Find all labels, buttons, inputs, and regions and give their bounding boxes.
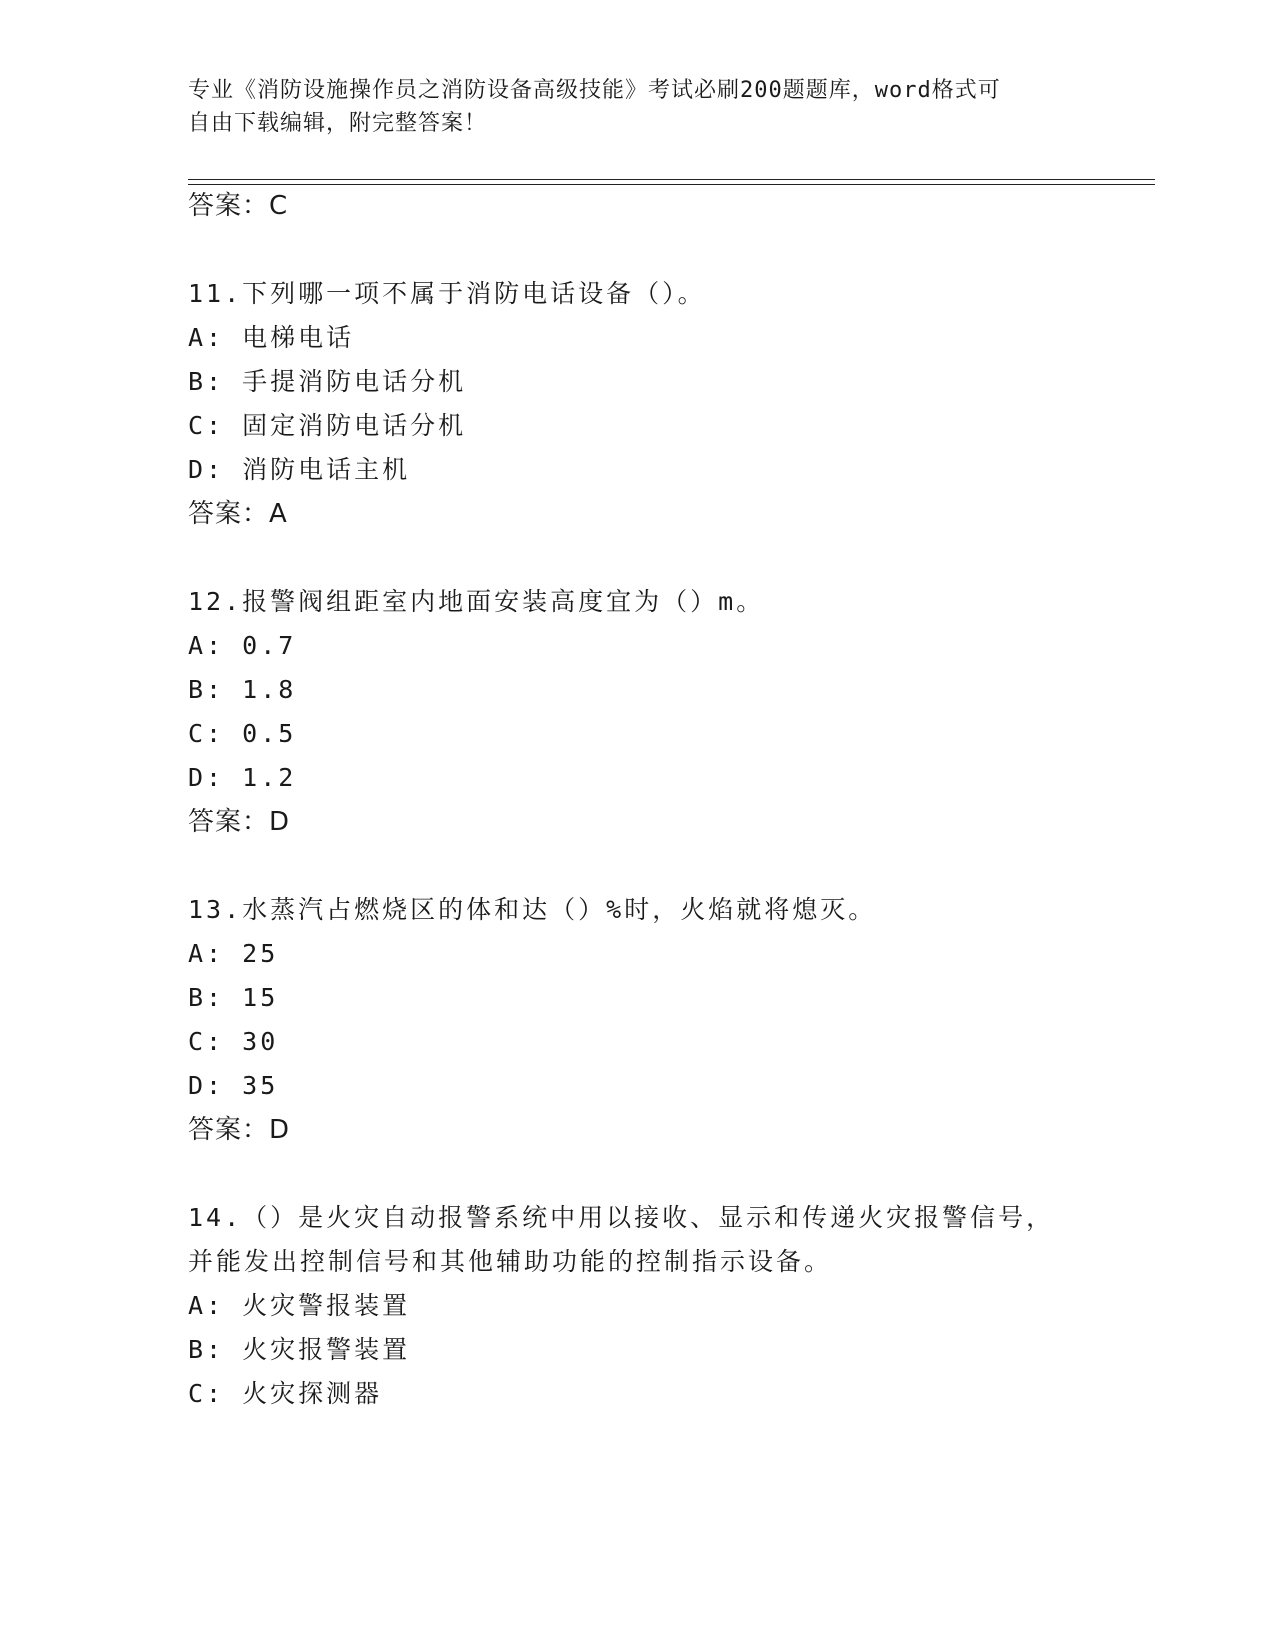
question-11-answer: 答案：A [188,499,288,529]
question-14-stem-line-1: 14.（）是火灾自动报警系统中用以接收、显示和传递火灾报警信号， [188,1203,1055,1232]
question-14-stem-line-2: 并能发出控制信号和其他辅助功能的控制指示设备。 [188,1247,833,1276]
question-11-option-d: D: 消防电话主机 [188,455,411,484]
header-line-1: 专业《消防设施操作员之消防设备高级技能》考试必刷200题题库，word格式可 [188,78,1001,103]
question-12-option-b: B: 1.8 [188,675,297,704]
question-13-option-a: A: 25 [188,939,279,968]
question-11-option-b: B: 手提消防电话分机 [188,367,467,396]
question-12-option-d: D: 1.2 [188,763,297,792]
question-11-option-a: A: 电梯电话 [188,323,355,352]
question-12-option-c: C: 0.5 [188,719,297,748]
header-rule-top [188,179,1155,180]
question-13-option-d: D: 35 [188,1071,279,1100]
header-rule-bottom [188,184,1155,185]
document-header [188,74,1088,140]
question-14-option-b: B: 火灾报警装置 [188,1335,411,1364]
question-13-stem: 13.水蒸汽占燃烧区的体和达（）%时，火焰就将熄灭。 [188,895,877,924]
question-12-option-a: A: 0.7 [188,631,297,660]
question-13-answer: 答案：D [188,1115,291,1145]
question-13-option-c: C: 30 [188,1027,279,1056]
question-11-stem: 11.下列哪一项不属于消防电话设备（）。 [188,279,706,308]
question-11-option-c: C: 固定消防电话分机 [188,411,467,440]
question-14-option-c: C: 火灾探测器 [188,1379,383,1408]
header-line-2: 自由下载编辑，附完整答案！ [188,111,488,136]
previous-answer: 答案：C [188,191,289,221]
question-14-option-a: A: 火灾警报装置 [188,1291,411,1320]
question-12-stem: 12.报警阀组距室内地面安装高度宜为（）m。 [188,587,765,616]
question-12-answer: 答案：D [188,807,291,837]
question-13-option-b: B: 15 [188,983,279,1012]
